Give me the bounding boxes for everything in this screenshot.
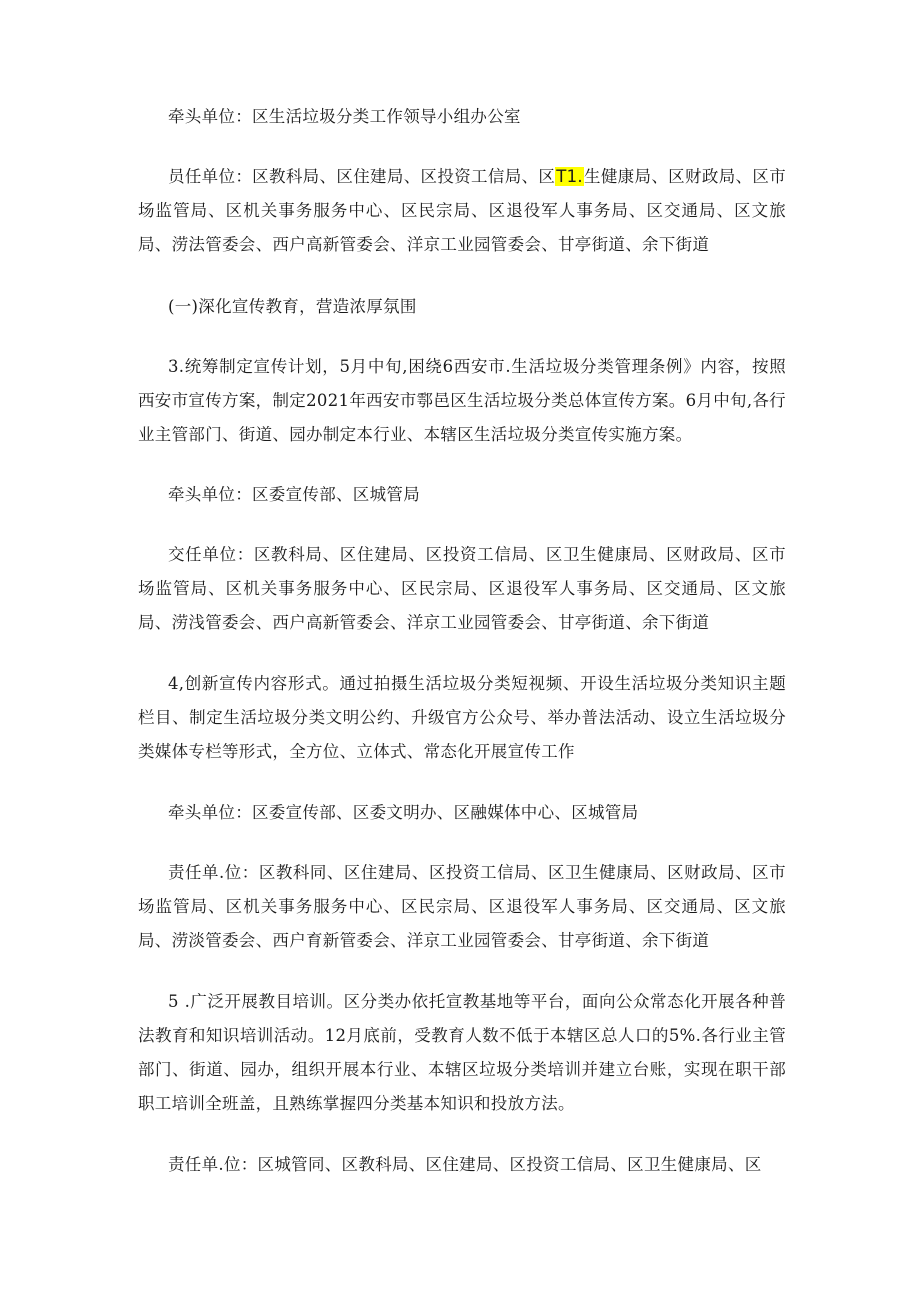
- item-3-paragraph: 3.统筹制定宣传计划，5月中旬,困绕6西安市.生活垃圾分类管理条例》内容，按照西安市宣传方案，制定2021年西安市鄠邑区生活垃圾分类总体宣传方案。6月中旬,各行业主管部门、街道、园办制定本行业、本辖区生活垃圾分类宣传实施方案。: [138, 357, 786, 444]
- responsible-unit-paragraph-4: 责任单.位：区城管同、区教科局、区住建局、区投资工信局、区卫生健康局、区: [168, 1155, 762, 1174]
- lead-unit-paragraph-2: 牵头单位：区委宣传部、区城管局: [168, 485, 420, 504]
- responsible-unit-paragraph-1: [138, 160, 786, 262]
- item-4-paragraph: 4,创新宣传内容形式。通过拍摄生活垃圾分类短视频、开设生活垃圾分类知识主题栏目、制定生活垃圾分类文明公约、升级官方公众号、举办普法活动、设立生活垃圾分类媒体专栏等形式，全方位、立体式、常态化开展宣传工作: [138, 674, 786, 761]
- responsible-unit-paragraph-3: 责任单.位：区教科同、区住建局、区投资工信局、区卫生健康局、区财政局、区市场监管局、区机关事务服务中心、区民宗局、区退役军人事务局、区交通局、区文旅局、涝淡管委会、西户育新管委会、洋京工业园管委会、甘亭街道、余下街道: [138, 863, 786, 950]
- item-5-paragraph: 5 .广泛开展教目培训。区分类办依托宣教基地等平台，面向公众常态化开展各种普法教育和知识培训活动。12月底前，受教育人数不低于本辖区总人口的5%.各行业主管部门、街道、园办，组织开展本行业、本辖区垃圾分类培训并建立台账，实现在职干部职工培训全班盖，且熟练掌握四分类基本知识和投放方法。: [138, 992, 786, 1113]
- paragraph-text-after: 生健康局、区财政局、区市场监管局、区机关事务服务中心、区民宗局、区退役军人事务局、区交通局、区文旅局、涝法管委会、西户高新管委会、洋京工业园管委会、甘亭街道、余下街道: [138, 167, 786, 254]
- lead-unit-paragraph-1: 牵头单位：区生活垃圾分类工作领导小组办公室: [168, 107, 521, 126]
- lead-unit-paragraph-3: 牵头单位：区委宣传部、区委文明办、区融媒体中心、区城管局: [168, 803, 639, 822]
- highlighted-text: T1.: [556, 167, 583, 186]
- paragraph-text-before: 员任单位：区教科局、区住建局、区投资工信局、区: [168, 167, 556, 186]
- responsible-unit-paragraph-2: 交任单位：区教科局、区住建局、区投资工信局、区卫生健康局、区财政局、区市场监管局、区机关事务服务中心、区民宗局、区退役军人事务局、区交通局、区文旅局、涝浅管委会、西户高新管委会、洋京工业园管委会、甘亭街道、余下街道: [138, 545, 786, 632]
- section-heading-1: (一)深化宣传教育，营造浓厚氛围: [168, 297, 417, 316]
